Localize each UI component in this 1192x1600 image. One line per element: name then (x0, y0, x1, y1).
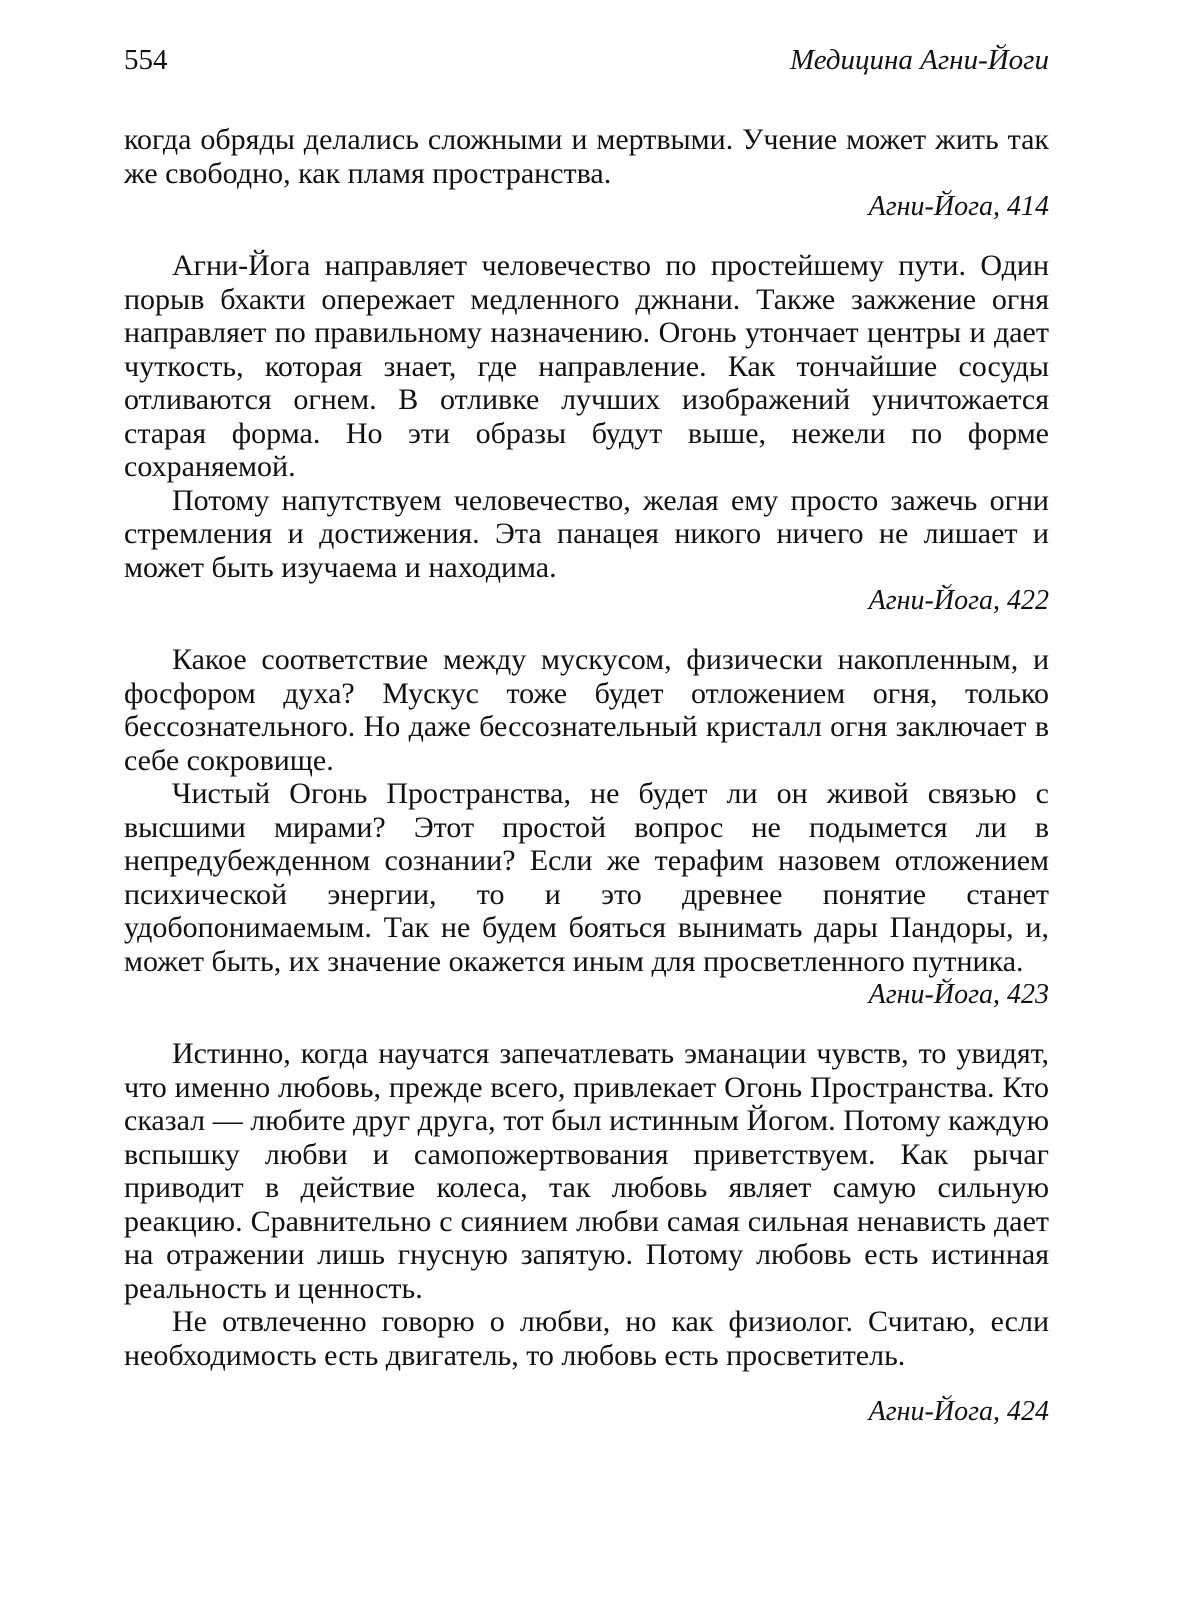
paragraph: Агни-Йога направляет человечество по простейшему пути. Один порыв бхакти опережает медленного джнани. Также зажжение огня направляет по правильному назначению. Огонь утончает центры и дает чуткость, которая знает, где направление. Как тончайшие сосуды отливаются огнем. В отливке лучших изображений уничтожается старая форма. Но эти образы будут выше, нежели по форме сохраняемой. (124, 249, 1049, 483)
paragraph: Потому напутствуем человечество, желая ему просто зажечь огни стремления и достижения. Эта панацея никого ничего не лишает и может быть изучаема и находима. (124, 483, 1049, 584)
paragraph: Не отвлеченно говорю о любви, но как физиолог. Считаю, если необходимость есть двигатель, то любовь есть просветитель. (124, 1305, 1049, 1372)
paragraph: Истинно, когда научатся запечатлевать эманации чувств, то увидят, что именно любовь, прежде всего, привлекает Огонь Пространства. Кто сказал — любите друг друга, тот был истинным Йогом. Потому каждую вспышку любви и самопожертвования приветствуем. Как рычаг приводит в действие колеса, так любовь являет самую сильную реакцию. Сравнительно с сиянием любви самая сильная ненависть дает на отражении лишь гнусную запятую. Потому любовь есть истинная реальность и ценность. (124, 1037, 1049, 1305)
page-number: 554 (124, 44, 168, 76)
paragraph: Какое соответствие между мускусом, физически накопленным, и фосфором духа? Мускус тоже будет отложением огня, только бессознательного. Но даже бессознательный кристалл огня заключает в себе сокровище. (124, 643, 1049, 777)
citation: Агни-Йога, 414 (868, 191, 1049, 222)
paragraph: Чистый Огонь Пространства, не будет ли он живой связью с высшими мирами? Этот простой вопрос не подымется ли в непредубежденном сознании? Если же терафим назовем отложением психической энергии, то и это древнее понятие станет удобопонимаемым. Так не будем бояться вынимать дары Пандоры, и, может быть, их значение окажется иным для просветленного путника. (124, 777, 1049, 978)
paragraph-continuation: когда обряды делались сложными и мертвыми. Учение может жить так же свободно, как пламя пространства. (124, 123, 1049, 190)
citation: Агни-Йога, 422 (868, 585, 1049, 616)
running-title: Медицина Агни-Йоги (789, 44, 1049, 76)
citation: Агни-Йога, 424 (868, 1396, 1049, 1427)
page-header (124, 40, 1049, 80)
citation: Агни-Йога, 423 (868, 979, 1049, 1010)
book-page (124, 40, 1049, 1428)
body-text (124, 123, 1049, 1428)
